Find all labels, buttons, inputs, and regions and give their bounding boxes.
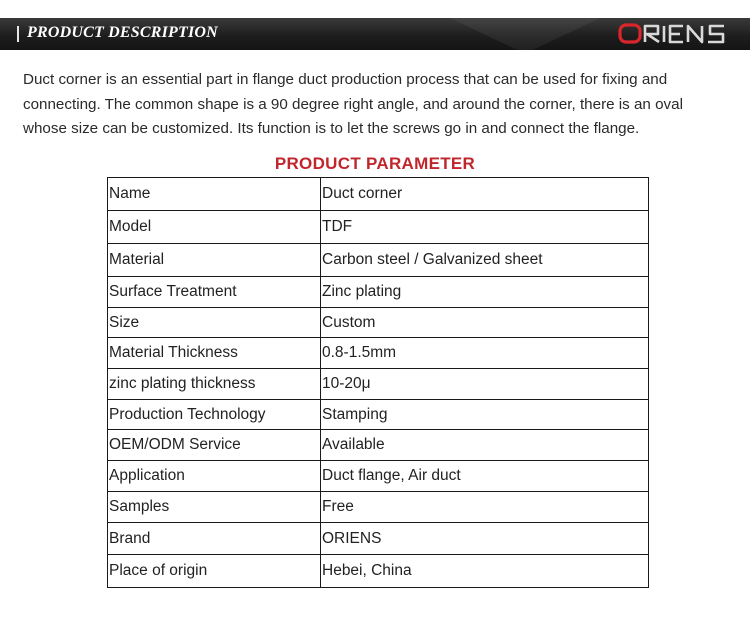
header-banner [0, 18, 750, 50]
param-key: Samples [108, 492, 321, 523]
table-row [108, 492, 649, 523]
param-key: Size [108, 308, 321, 338]
param-value: Duct corner [321, 178, 649, 211]
param-key: zinc plating thickness [108, 369, 321, 400]
param-key: Material Thickness [108, 338, 321, 369]
table-row [108, 308, 649, 338]
param-value: Custom [321, 308, 649, 338]
product-description [23, 68, 728, 142]
description-line: Duct corner is an essential part in flange duct production process that can be used for fixing and [23, 71, 668, 88]
table-row [108, 338, 649, 369]
param-value: Free [321, 492, 649, 523]
param-value: Duct flange, Air duct [321, 461, 649, 492]
title-divider [17, 26, 19, 42]
param-value: TDF [321, 211, 649, 244]
table-row [108, 369, 649, 400]
param-value: Carbon steel / Galvanized sheet [321, 244, 649, 277]
param-value: ORIENS [321, 523, 649, 555]
table-row [108, 178, 649, 211]
param-key: Name [108, 178, 321, 211]
param-key: Material [108, 244, 321, 277]
parameter-title: PRODUCT PARAMETER [274, 154, 476, 173]
param-value: Zinc plating [321, 277, 649, 308]
param-key: Application [108, 461, 321, 492]
param-key: Surface Treatment [108, 277, 321, 308]
param-key: Model [108, 211, 321, 244]
table-row [108, 430, 649, 461]
description-line: connecting. The common shape is a 90 degree right angle, and around the corner, there is an oval [23, 95, 683, 113]
param-value: Stamping [321, 400, 649, 430]
table-row [108, 400, 649, 430]
param-key: Production Technology [108, 400, 321, 430]
table-row [108, 211, 649, 244]
param-value: Available [321, 430, 649, 461]
table-row [108, 277, 649, 308]
parameter-table [107, 177, 649, 588]
param-key: Brand [108, 523, 321, 555]
table-row [108, 461, 649, 492]
param-key: Place of origin [108, 555, 321, 588]
param-key: OEM/ODM Service [108, 430, 321, 461]
param-value: 0.8-1.5mm [321, 338, 649, 369]
param-value: Hebei, China [321, 555, 649, 588]
banner-bevel [450, 18, 600, 50]
table-row [108, 523, 649, 555]
description-line: whose size can be customized. Its function is to let the screws go in and connect the flange. [23, 120, 640, 137]
param-value: 10-20μ [321, 369, 649, 400]
section-title: PRODUCT DESCRIPTION [27, 24, 218, 41]
brand-logo [618, 22, 733, 46]
table-row [108, 555, 649, 588]
table-row [108, 244, 649, 277]
